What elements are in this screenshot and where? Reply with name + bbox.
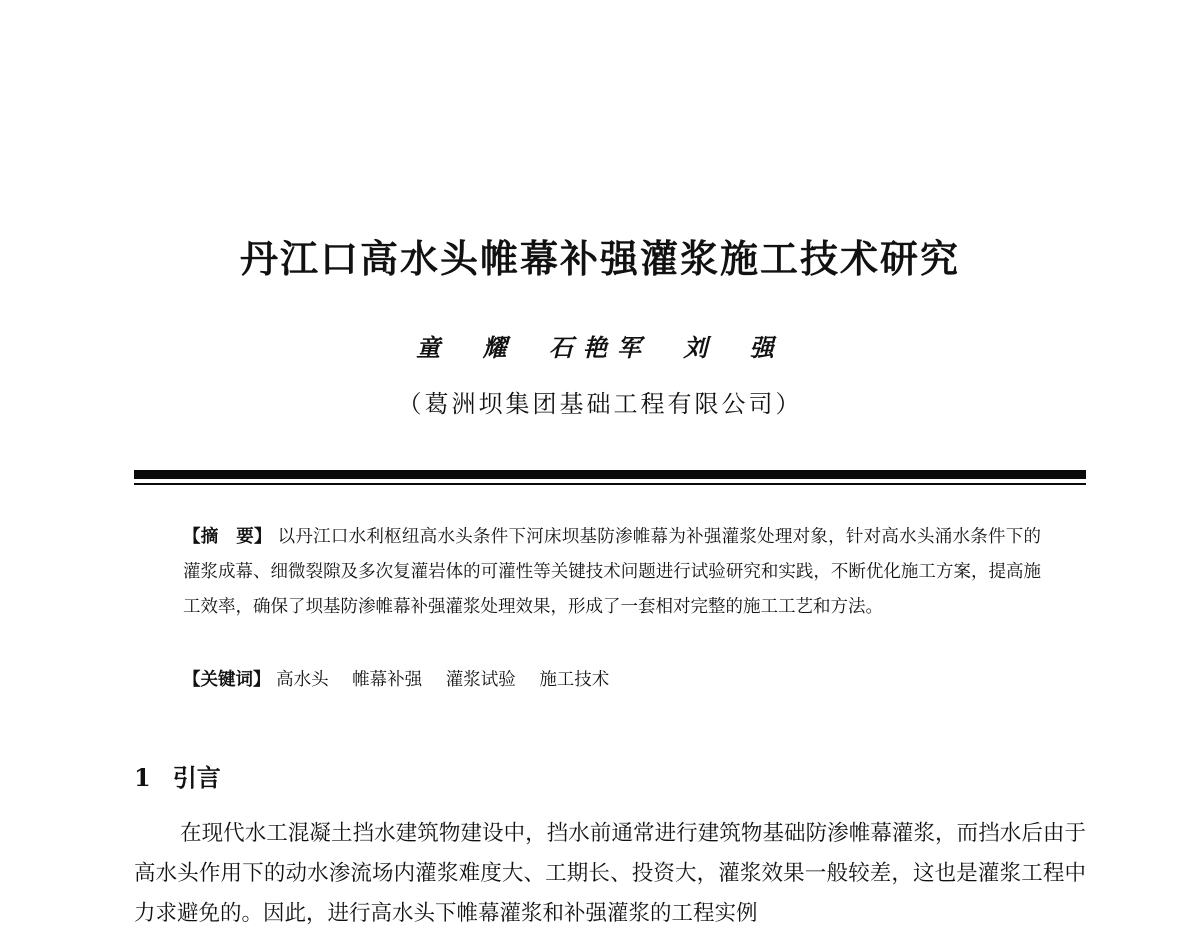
keywords [183,663,1041,698]
author-name: 童 耀 [416,333,517,362]
section-number: 1 [134,763,151,792]
keyword: 帷幕补强 [352,670,423,690]
section-title: 引言 [172,764,221,792]
body-paragraph: 在现代水工混凝土挡水建筑物建设中，挡水前通常进行建筑物基础防渗帷幕灌浆，而挡水后由于高水头作用下的动水渗流场内灌浆难度大、工期长、投资大，灌浆效果一般较差，这也是灌浆工程中力求避免的。因此，进行高水头下帷幕灌浆和补强灌浆的工程实例 [134,821,1086,926]
keyword: 施工技术 [539,670,610,690]
author-name: 石艳军 [549,333,651,362]
abstract-text: 以丹江口水利枢纽高水头条件下河床坝基防渗帷幕为补强灌浆处理对象，针对高水头涌水条件下的灌浆成幕、细微裂隙及多次复灌岩体的可灌性等关键技术问题进行试验研究和实践，不断优化施工方案，提高施工效率，确保了坝基防渗帷幕补强灌浆处理效果，形成了一套相对完整的施工工艺和方法。 [183,527,1041,617]
keyword: 灌浆试验 [445,670,516,690]
header-divider-thin [134,483,1086,485]
author-name: 刘 强 [683,333,784,362]
paper-title: 丹江口高水头帷幕补强灌浆施工技术研究 [239,237,960,281]
keyword: 高水头 [276,670,329,690]
header-divider-thick [134,470,1086,479]
author-list [0,328,1200,363]
abstract [183,520,1041,625]
keywords-label: 【关键词】 [183,670,271,690]
section-heading [134,758,221,793]
abstract-label: 【摘 要】 [183,527,272,547]
author-affiliation: （葛洲坝集团基础工程有限公司） [397,390,803,418]
